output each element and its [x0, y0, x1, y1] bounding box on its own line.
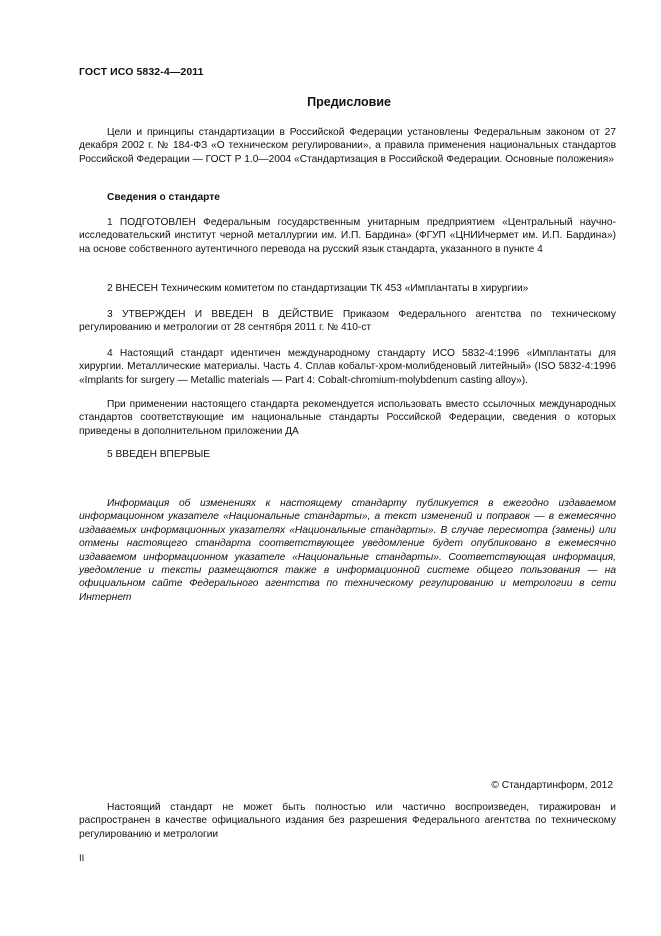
info-item-4-note: При применении настоящего стандарта рекомендуется использовать вместо ссылочных международных стандартов соответствующие им национальные стандарты Российской Федерации, сведения о которых приведены в дополнительном приложении ДА — [79, 399, 616, 437]
changes-notice: Информация об изменениях к настоящему стандарту публикуется в ежегодно издаваемом информационном указателе «Национальные стандарты», а текст изменений и поправок — в ежемесячно издаваемых информационных указателях «Национальные стандарты». В случае пересмотра (замены) или отмены настоящего стандарта соответствующее уведомление будет опубликовано в ежемесячно издаваемом информационном указателе «Национальные стандарты». Соответствующая информация, уведомление и тексты размещаются также в информационной системе общего пользования — на официальном сайте Федерального агентства по техническому регулированию и метрологии в сети Интернет — [79, 498, 616, 603]
copyright-line: © Стандартинформ, 2012 — [491, 780, 613, 791]
section-title: Предисловие — [307, 95, 391, 109]
info-item-4: 4 Настоящий стандарт идентичен международному стандарту ИСО 5832-4:1996 «Имплантаты для хирургии. Металлические материалы. Часть 4. Сплав кобальт-хром-молибденовый литейный» (ISO 5832-4:1996 «Implants for surgery — Metallic materials — Part 4: Cobalt-chromium-molybdenum casting alloy»). — [79, 348, 616, 386]
intro-paragraph: Цели и принципы стандартизации в Российской Федерации установлены Федеральным законом от 27 декабря 2002 г. № 184-ФЗ «О техническом регулировании», а правила применения национальных стандартов Российской Федерации — ГОСТ Р 1.0—2004 «Стандартизация в Российской Федерации. Основные положения» — [79, 127, 616, 165]
document-code: ГОСТ ИСО 5832-4—2011 — [79, 66, 204, 78]
page-number: II — [79, 853, 85, 864]
standard-info-heading: Сведения о стандарте — [107, 192, 220, 203]
info-item-2: 2 ВНЕСЕН Техническим комитетом по стандартизации ТК 453 «Имплантаты в хирургии» — [107, 283, 529, 294]
copy-restriction-notice: Настоящий стандарт не может быть полностью или частично воспроизведен, тиражирован и распространен в качестве официального издания без разрешения Федерального агентства по техническому регулированию и метрологии — [79, 802, 616, 840]
info-item-1: 1 ПОДГОТОВЛЕН Федеральным государственным унитарным предприятием «Центральный научно-исследовательский институт черной металлургии им. И.П. Бардина» (ФГУП «ЦНИИчермет им. И.П. Бардина») на основе собственного аутентичного перевода на русский язык стандарта, указанного в пункте 4 — [79, 217, 616, 255]
info-item-5: 5 ВВЕДЕН ВПЕРВЫЕ — [107, 449, 211, 460]
info-item-3: 3 УТВЕРЖДЕН И ВВЕДЕН В ДЕЙСТВИЕ Приказом Федерального агентства по техническому регулированию и метрологии от 28 сентября 2011 г. № 410-ст — [79, 309, 616, 334]
